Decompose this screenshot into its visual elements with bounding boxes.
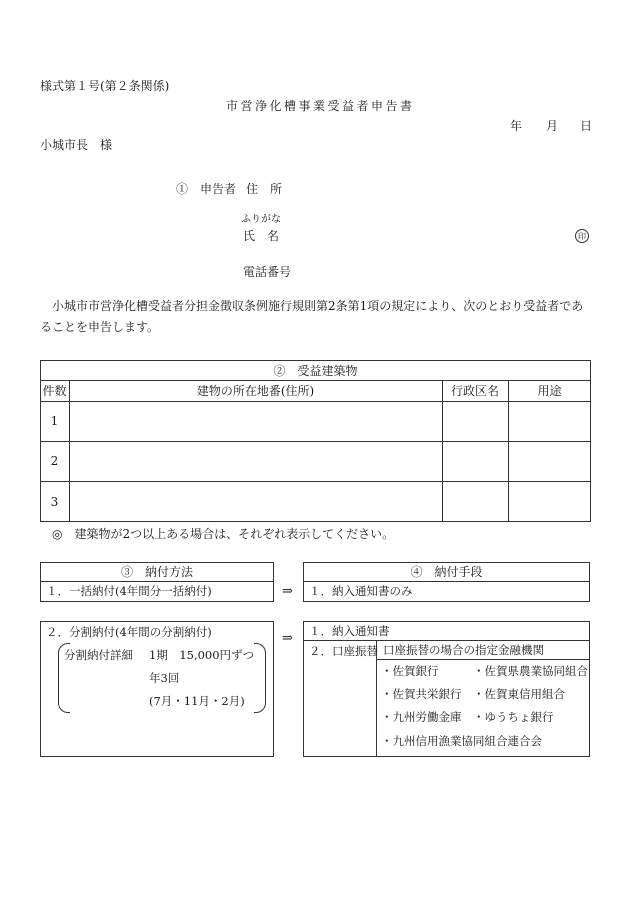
col-header-district: 行政区名 <box>450 384 499 398</box>
seal-mark: 印 <box>575 229 589 243</box>
payment-method-title: ③ 納付方法 <box>120 565 193 579</box>
page-title: 市営浄化槽事業受益者申告書 <box>226 99 415 113</box>
transfer-option: ２．口座振替 <box>309 644 378 658</box>
row-number: 3 <box>50 494 59 509</box>
col-header-location: 建物の所在地番(住所) <box>196 384 315 398</box>
installment-detail-frequency: 年3回 <box>149 671 180 685</box>
arrow-icon: ⇒ <box>282 584 293 599</box>
row-number: 1 <box>50 414 59 428</box>
furigana-label: ふりがな <box>241 214 281 225</box>
payment-means-title: ④ 納付手段 <box>410 565 483 579</box>
col-header-use: 用途 <box>537 384 562 398</box>
declaration-text: 小城市市営浄化槽受益者分担金徴収条例施行規則第2条第1項の規定により、次のとおり受益者であることを申告します。 <box>40 299 584 334</box>
installment-option: ２．分割納付(4年間の分割納付) <box>46 625 212 639</box>
bank-item: ・九州労働金庫 <box>381 710 462 724</box>
bank-item: ・佐賀共栄銀行 <box>381 687 462 701</box>
name-label: 氏 名 <box>243 229 280 243</box>
installment-detail-months: (7月・11月・2月) <box>149 694 245 708</box>
applicant-section-label: ① 申告者 <box>176 182 237 196</box>
bank-item: ・ゆうちょ銀行 <box>473 710 554 724</box>
notice-option: １．納入通知書 <box>309 624 390 638</box>
bank-item: ・九州信用漁業協同組合連合会 <box>381 734 542 748</box>
bank-item: ・佐賀東信用組合 <box>473 687 565 701</box>
col-header-count: 件数 <box>42 384 67 398</box>
bank-item: ・佐賀銀行 <box>381 664 439 678</box>
installment-detail-amount: 1期 15,000円ずつ <box>149 648 255 662</box>
date-year: 年 <box>510 119 523 133</box>
addressee: 小城市長 様 <box>40 138 113 152</box>
lump-sum-option: １．一括納付(4年間分一括納付) <box>46 584 212 598</box>
bank-item: ・佐賀県農業協同組合 <box>473 664 588 678</box>
phone-label: 電話番号 <box>243 265 292 279</box>
form-number: 様式第１号(第２条関係) <box>40 79 170 93</box>
row-number: 2 <box>50 454 59 468</box>
bracket-right <box>254 643 266 713</box>
address-label: 住 所 <box>246 182 283 196</box>
banks-title: 口座振替の場合の指定金融機関 <box>383 643 544 657</box>
arrow-icon: ⇒ <box>282 631 293 646</box>
buildings-title: ② 受益建築物 <box>273 363 358 378</box>
buildings-note: ◎ 建築物が2つ以上ある場合は、それぞれ表示してください。 <box>52 527 395 541</box>
notice-only-option: １．納入通知書のみ <box>309 584 413 598</box>
installment-detail-label: 分割納付詳細 <box>64 648 133 662</box>
date-month: 月 <box>546 119 559 133</box>
date-day: 日 <box>580 119 593 133</box>
